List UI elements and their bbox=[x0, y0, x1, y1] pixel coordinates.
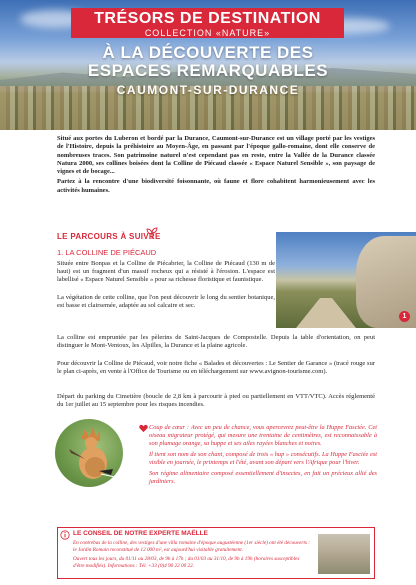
banner-title: TRÉSORS DE DESTINATION bbox=[94, 10, 321, 27]
section-paragraph: Située entre Bonpas et la Colline de Piécabrier, la Colline de Piécaud (130 m de haut) est un fragment d'un massif rocheux qui a résisté à l'érosion. L'espace est labellisé « Espace Naturel Sensible » pour sa richesse floristique et faunistique. bbox=[57, 260, 275, 284]
page-title bbox=[0, 44, 416, 98]
section-heading: LE PARCOURS À SUIVRE bbox=[57, 232, 161, 241]
intro-text bbox=[57, 135, 375, 197]
info-bubble-icon bbox=[60, 530, 70, 540]
expert-paragraph: En contrebas de la colline, des vestiges d'une villa romaine d'époque augustéenne (1er siècle) ont été découverts : le Jardin Romain reconstitué de 12 000 m², est aujourd'hui visitable gratuitement. bbox=[73, 540, 310, 553]
hoopoe-photo bbox=[55, 419, 123, 487]
quote-paragraph: Il tient son nom de son chant, composé de trois « hup » consécutifs. La Huppe Fasciée est visible en journée, le printemps et l'été, avant son départ vers l'Afrique pour l'hiver. bbox=[149, 451, 377, 466]
hoopoe-icon bbox=[55, 419, 123, 487]
quote-paragraph: Coup de cœur : Avec un peu de chance, vous apercevrez peut-être la Huppe Fasciée. Cet oiseau migrateur protégé, qui mesure une trentaine de centimètres, est reconnaissable à son plumage orange, sa huppe et ses ailes rayées blanches et noires. bbox=[149, 424, 377, 447]
coup-de-coeur bbox=[149, 424, 377, 489]
title-location: CAUMONT-SUR-DURANCE bbox=[116, 83, 300, 97]
section-paragraph: Départ du parking du Cimetière (boucle de 2,8 km à parcourir à pied ou partiellement en VTT/VTC). Accès réglementé du 1er juillet au 15 septembre pour les risques incendies. bbox=[57, 393, 375, 409]
expert-paragraph: Ouvert tous les jours, du 01/11 au 28/03, de 9h à 17h ; du 01/03 au 31/10, de 9h à 19h (horaires susceptibles d'être modifiés). Informations : Tél. +33 (0)4 90 22 00 22. bbox=[73, 556, 300, 569]
sprout-icon bbox=[145, 226, 159, 240]
intro-paragraph: Situé aux portes du Luberon et bordé par la Durance, Caumont-sur-Durance est un village porté par les vestiges de l'Histoire, depuis la préhistoire au Moyen-Âge, en passant par l'époque gallo-romaine, dont elle conserve de nombreuses traces. Son patrimoine naturel n'est cependant pas en reste, entre la Vallée de la Durance classée Natura 2000, ses collines boisées dont la Colline de Piécaud classée « Espace Naturel Sensible », son paysage de vignes et de bocage... bbox=[57, 135, 375, 176]
section-paragraph: Pour découvrir la Colline de Piécaud, voir notre fiche « Balades et découvertes : Le Sentier de Garance » (tracé rouge sur le plan ci-après, en vente à l'Office de Tourisme ou en téléchargement sur www.avignon-tourisme.com). bbox=[57, 360, 375, 376]
expert-tip-box bbox=[57, 527, 375, 579]
quote-paragraph: Son régime alimentaire composé essentiellement d'insectes, en fait un précieux allié des jardiniers. bbox=[149, 470, 377, 485]
banner-subtitle: COLLECTION «NATURE» bbox=[144, 28, 271, 38]
expert-heading: LE CONSEIL DE NOTRE EXPERTE MAËLLE bbox=[73, 530, 208, 537]
heart-icon bbox=[139, 424, 148, 433]
section-paragraph: La colline est empruntée par les pèlerins de Saint-Jacques de Compostelle. Depuis la table d'orientation, on peut distinguer le Mont-Ventoux, les Alpilles, la Durance et la plaine agricole. bbox=[57, 334, 375, 350]
section-paragraph: La végétation de cette colline, que l'on peut découvrir le long du sentier botanique, est basse et clairsemée, adaptée au sol calcaire et sec. bbox=[57, 294, 275, 310]
intro-paragraph: Partez à la rencontre d'une biodiversité foisonnante, où faune et flore cohabitent harmonieusement avec les activités humaines. bbox=[57, 178, 375, 194]
title-line-1: À LA DÉCOUVERTE DES bbox=[102, 43, 314, 62]
roman-garden-photo bbox=[318, 534, 370, 574]
subsection-heading: 1. LA COLLINE DE PIÉCAUD bbox=[57, 248, 157, 257]
piecaud-photo bbox=[276, 232, 416, 328]
expert-text bbox=[73, 540, 311, 569]
collection-banner bbox=[71, 8, 344, 38]
title-line-2: ESPACES REMARQUABLES bbox=[87, 61, 329, 80]
photo-number-badge: 1 bbox=[399, 311, 410, 322]
